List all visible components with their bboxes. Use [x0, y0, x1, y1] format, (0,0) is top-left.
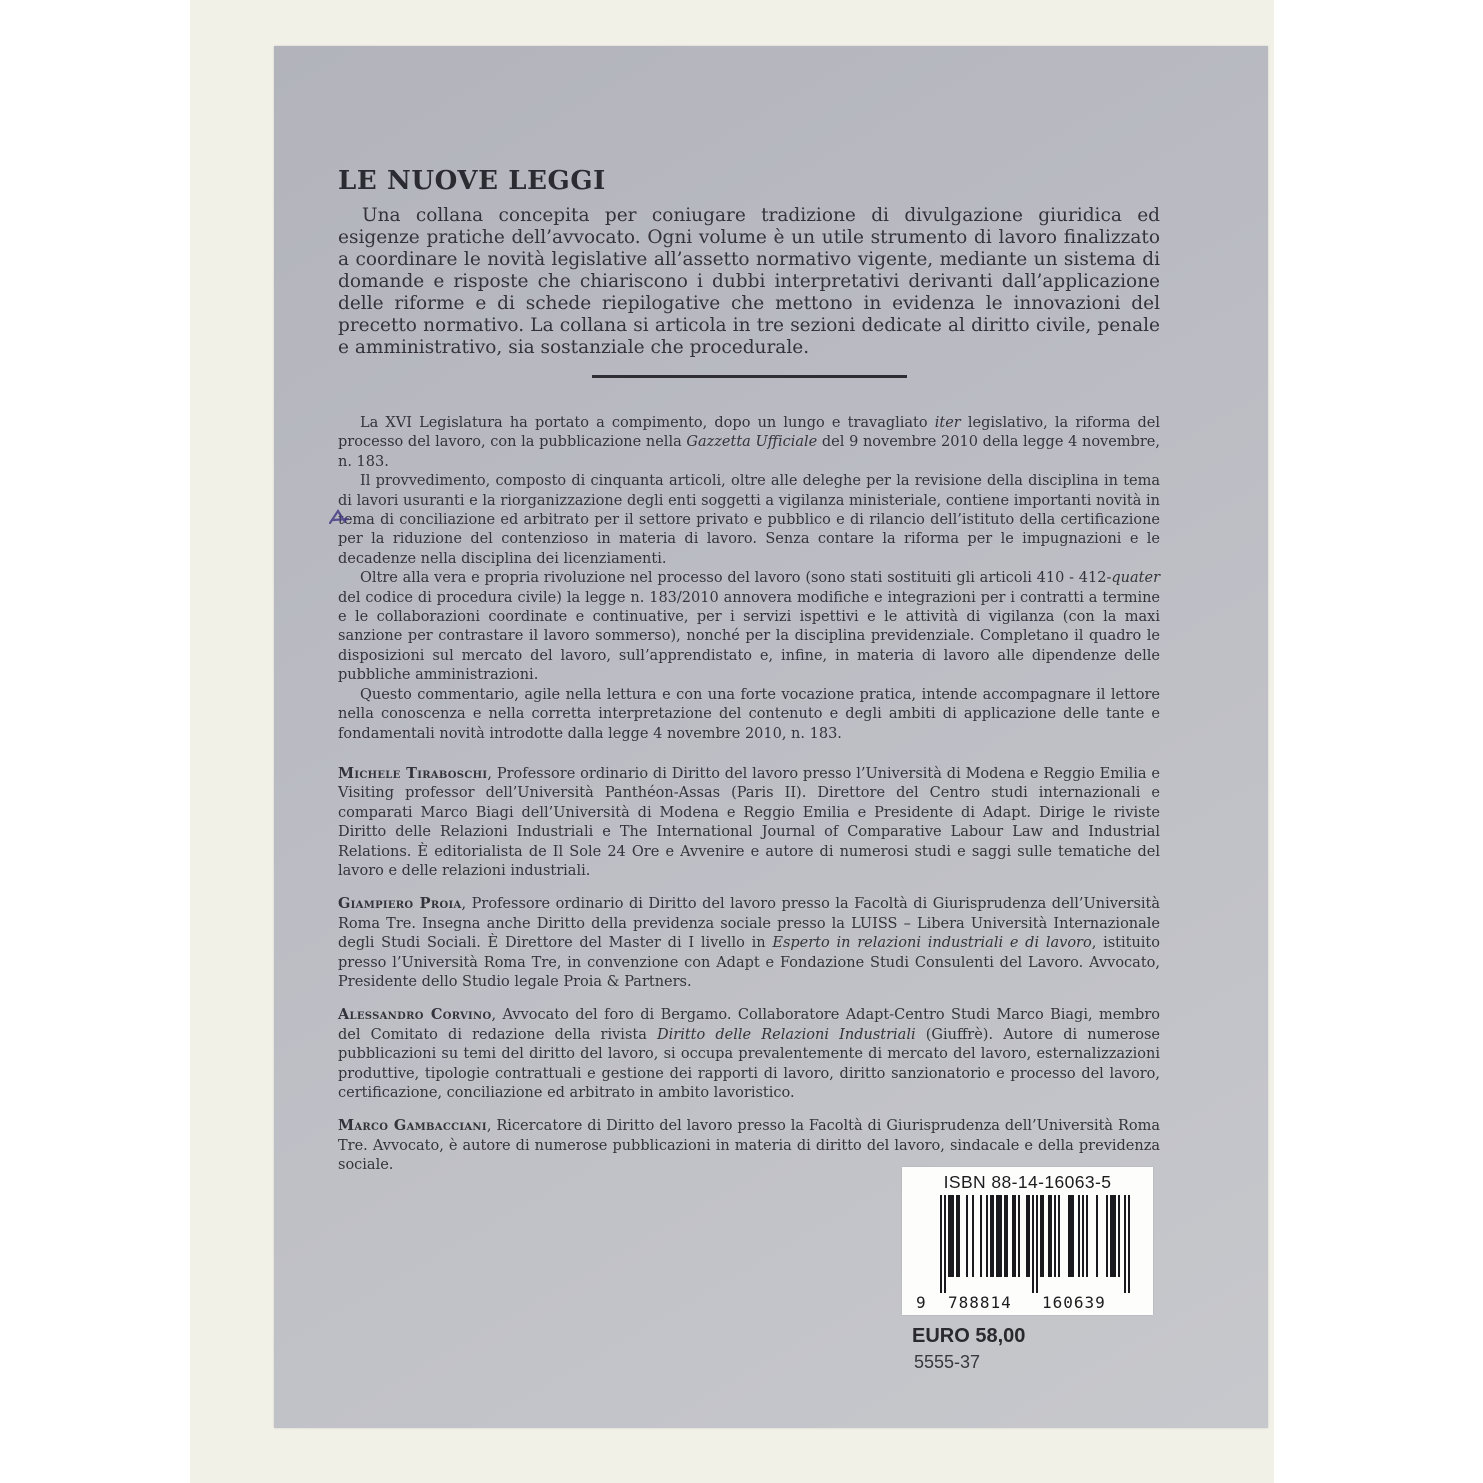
book-synopsis	[338, 414, 1160, 744]
series-title: LE NUOVE LEGGI	[338, 166, 606, 196]
author-name: Michele Tiraboschi	[338, 764, 488, 782]
author-bio: Giampiero Proia, Professore ordinario di Diritto del lavoro presso la Facoltà di Giurisprudenza dell’Università Roma Tre. Insegna anche Diritto della previdenza sociale presso la LUISS – Libera Università Internazionale degli Studi Sociali. È Direttore del Master di I livello in Esperto in relazioni industriali e di lavoro, istituito presso l’Università Roma Tre, in convenzione con Adapt e Fondazione Studi Consulenti del Lavoro. Avvocato, Presidente dello Studio legale Proia & Partners.	[338, 895, 1160, 990]
author-bios	[338, 764, 1160, 1176]
synopsis-paragraph: Il provvedimento, composto di cinquanta articoli, oltre alle deleghe per la revisione della disciplina in tema di lavori usuranti e la riorganizzazione degli enti soggetti a vigilanza ministeriale, contiene importanti novità in tema di conciliazione ed arbitrato per il settore privato e pubblico e di rilancio dell’istituto della certificazione per la riduzione del contenzioso in materia di lavoro. Senza contare la riforma per le impugnazioni e le decadenze nella disciplina dei licenziamenti.	[338, 473, 1160, 567]
cover-sheet	[274, 46, 1268, 1428]
barcode-digit-group: 788814	[948, 1293, 1012, 1312]
author-name: Marco Gambacciani	[338, 1117, 487, 1135]
barcode-digit-group: 160639	[1042, 1293, 1106, 1312]
synopsis-paragraph: Questo commentario, agile nella lettura e con una forte vocazione pratica, intende accompagnare il lettore nella conoscenza e nella corretta interpretazione del contenuto e degli ambiti di applicazione delle tante e fondamentali novità introdotte dalla legge 4 novembre 2010, n. 183.	[338, 686, 1160, 742]
price-label: EURO 58,00	[912, 1325, 1026, 1347]
synopsis-paragraph: La XVI Legislatura ha portato a compimento, dopo un lungo e travagliato iter legislativo, la riforma del processo del lavoro, con la pubblicazione nella Gazzetta Ufficiale del 9 novembre 2010 della legge 4 novembre, n. 183.	[338, 415, 1160, 470]
isbn-label: ISBN 88-14-16063-5	[943, 1172, 1112, 1192]
publisher-code: 5555-37	[914, 1352, 981, 1372]
author-name: Giampiero Proia	[338, 895, 462, 913]
author-name: Alessandro Corvino	[338, 1006, 492, 1024]
cover-text-column	[338, 168, 1160, 1176]
pen-mark	[328, 508, 354, 526]
author-bio: Alessandro Corvino, Avvocato del foro di Bergamo. Collaboratore Adapt-Centro Studi Marco Biagi, membro del Comitato di redazione della rivista Diritto delle Relazioni Industriali (Giuffrè). Autore di numerose pubblicazioni su temi del diritto del lavoro, si occupa prevalentemente di mercato del lavoro, esternalizzazioni produttive, tipologie contrattuali e gestione dei rapporti di lavoro, diritto sanzionatorio e processo del lavoro, certificazione, conciliazione ed arbitrato in ambito lavoristico.	[338, 1006, 1161, 1101]
series-description: Una collana concepita per coniugare tradizione di divulgazione giuridica ed esigenze pratiche dell’avvocato. Ogni volume è un utile strumento di lavoro finalizzato a coordinare le novità legislative all’assetto normativo vigente, mediante un sistema di domande e risposte che chiariscono i dubbi interpretativi derivanti dall’applicazione delle riforme e di schede riepilogative che mettono in evidenza le innovazioni del precetto normativo. La collana si articola in tre sezioni dedicate al diritto civile, penale e amministrativo, sia sostanziale che procedurale.	[338, 205, 1160, 358]
barcode-bars	[940, 1195, 1130, 1305]
author-bio: Michele Tiraboschi, Professore ordinario di Diritto del lavoro presso l’Università di Modena e Reggio Emilia e Visiting professor dell’Università Panthéon-Assas (Paris II). Direttore del Centro studi internazionali e comparati Marco Biagi dell’Università di Modena e Reggio Emilia e Presidente di Adapt. Dirige le riviste Diritto delle Relazioni Industriali e The International Journal of Comparative Labour Law and Industrial Relations. È editorialista de Il Sole 24 Ore e Avvenire e autore di numerosi studi e saggi sulle tematiche del lavoro e delle relazioni industriali.	[338, 764, 1160, 879]
ean13-barcode	[916, 1195, 1130, 1312]
barcode-digit-group: 9	[916, 1293, 927, 1312]
isbn-barcode-box	[902, 1167, 1153, 1315]
section-divider	[592, 375, 907, 378]
synopsis-paragraph: Oltre alla vera e propria rivoluzione nel processo del lavoro (sono stati sostituiti gli articoli 410 - 412-quater del codice di procedura civile) la legge n. 183/2010 annovera modifiche e integrazioni per i contratti a termine e le collaborazioni coordinate e continuative, per i servizi ispettivi e le attività di vigilanza (con la maxi sanzione per contrastare il lavoro sommerso), nonché per la disciplina previdenziale. Completano il quadro le disposizioni sul mercato del lavoro, sull’apprendistato e, infine, in materia di lavoro alle dipendenze delle pubbliche amministrazioni.	[338, 570, 1160, 684]
author-bio: Marco Gambacciani, Ricercatore di Diritto del lavoro presso la Facoltà di Giurisprudenza dell’Università Roma Tre. Avvocato, è autore di numerose pubblicazioni in materia di diritto del lavoro, sindacale e della previdenza sociale.	[338, 1117, 1160, 1174]
